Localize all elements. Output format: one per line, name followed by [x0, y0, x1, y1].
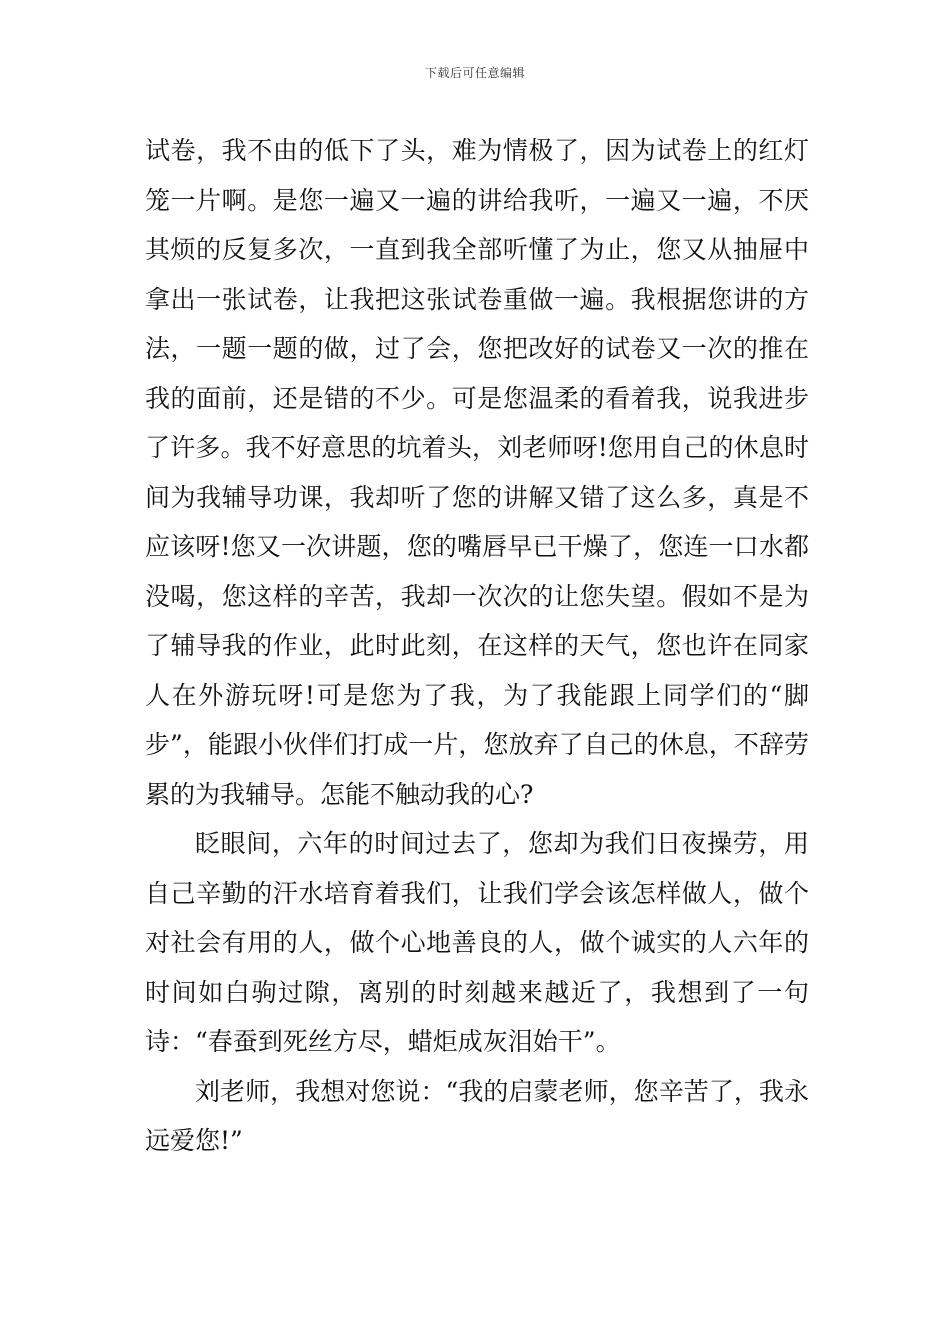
paragraph-1: 试卷，我不由的低下了头，难为情极了，因为试卷上的红灯笼一片啊。是您一遍又一遍的讲给我听，一遍又一遍，不厌其烦的反复多次，一直到我全部听懂了为止，您又从抽屉中拿出一张试卷，让我把这张试卷重做一遍。我根据您讲的方法，一题一题的做，过了会，您把改好的试卷又一次的推在我的面前，还是错的不少。可是您温柔的看着我，说我进步了许多。我不好意思的坑着头，刘老师呀!您用自己的休息时间为我辅导功课，我却听了您的讲解又错了这么多，真是不应该呀!您又一次讲题，您的嘴唇早已干燥了，您连一口水都没喝，您这样的辛苦，我却一次次的让您失望。假如不是为了辅导我的作业，此时此刻，在这样的天气，您也许在同家人在外游玩呀!可是您为了我，为了我能跟上同学们的“脚步”，能跟小伙伴们打成一片，您放弃了自己的休息，不辞劳累的为我辅导。怎能不触动我的心?	[145, 136, 809, 809]
paragraph-2: 眨眼间，六年的时间过去了，您却为我们日夜操劳，用自己辛勤的汗水培育着我们，让我们学会该怎样做人，做个对社会有用的人，做个心地善良的人，做个诚实的人六年的时间如白驹过隙，离别的时刻越来越近了，我想到了一句诗：“春蚕到死丝方尽，蜡炬成灰泪始干”。	[145, 829, 809, 1056]
page-header-note: 下载后可任意编辑	[424, 66, 525, 80]
document-body	[145, 126, 809, 1166]
paragraph-3: 刘老师，我想对您说：“我的启蒙老师，您辛苦了，我永远爱您!”	[145, 1076, 809, 1155]
